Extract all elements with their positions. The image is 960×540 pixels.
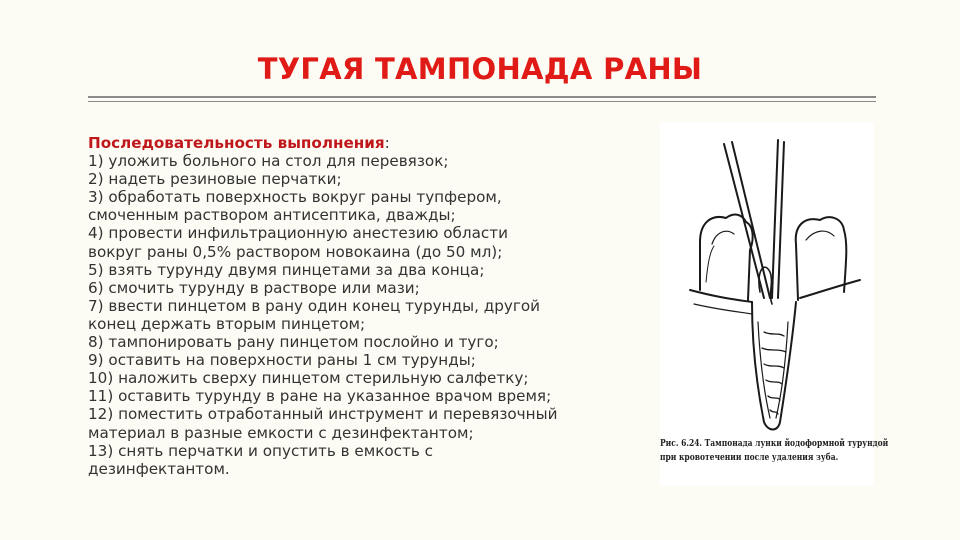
step-line: материал в разные емкости с дезинфектантом; — [88, 423, 474, 442]
procedure-text — [88, 134, 668, 478]
tooth-socket-illustration — [660, 122, 874, 432]
tooth-tamponade-figure — [660, 122, 889, 486]
step-line: 12) поместить отработанный инструмент и перевязочный — [88, 405, 558, 424]
step-line: 2) надеть резиновые перчатки; — [88, 170, 342, 189]
step-line: 9) оставить на поверхности раны 1 см турунды; — [88, 351, 476, 370]
figure-caption — [660, 437, 889, 465]
step-line: 10) наложить сверху пинцетом стерильную салфетку; — [88, 369, 529, 388]
step-line: конец держать вторым пинцетом; — [88, 314, 366, 333]
caption-line: Рис. 6.24. Тампонада лунки йодоформной турундой — [660, 438, 889, 449]
step-line: 13) снять перчатки и опустить в емкость с — [88, 441, 434, 460]
step-line: смоченным раствором антисептика, дважды; — [88, 206, 456, 225]
slide-title: ТУГАЯ ТАМПОНАДА РАНЫ — [257, 52, 703, 86]
step-line: 6) смочить турунду в растворе или мази; — [88, 278, 420, 297]
heading-label: Последовательность выполнения — [88, 134, 385, 152]
step-line: 1) уложить больного на стол для перевязок; — [88, 152, 449, 171]
step-line: 4) провести инфильтрационную анестезию области — [88, 224, 508, 243]
title-divider — [88, 96, 876, 102]
step-line: дезинфектантом. — [88, 459, 230, 478]
procedure-heading — [88, 134, 668, 152]
step-line: 5) взять турунду двумя пинцетами за два конца; — [88, 260, 485, 279]
step-line: 7) ввести пинцетом в рану один конец турунды, другой — [88, 296, 540, 315]
step-line: 8) тампонировать рану пинцетом послойно и туго; — [88, 333, 499, 352]
step-line: 3) обработать поверхность вокруг раны тупфером, — [88, 188, 502, 207]
step-line: 11) оставить турунду в ране на указанное врачом время; — [88, 387, 552, 406]
step-line: вокруг раны 0,5% раствором новокаина (до 50 мл); — [88, 242, 503, 261]
caption-line: при кровотечении после удаления зуба. — [660, 452, 839, 463]
heading-colon: : — [384, 134, 390, 152]
